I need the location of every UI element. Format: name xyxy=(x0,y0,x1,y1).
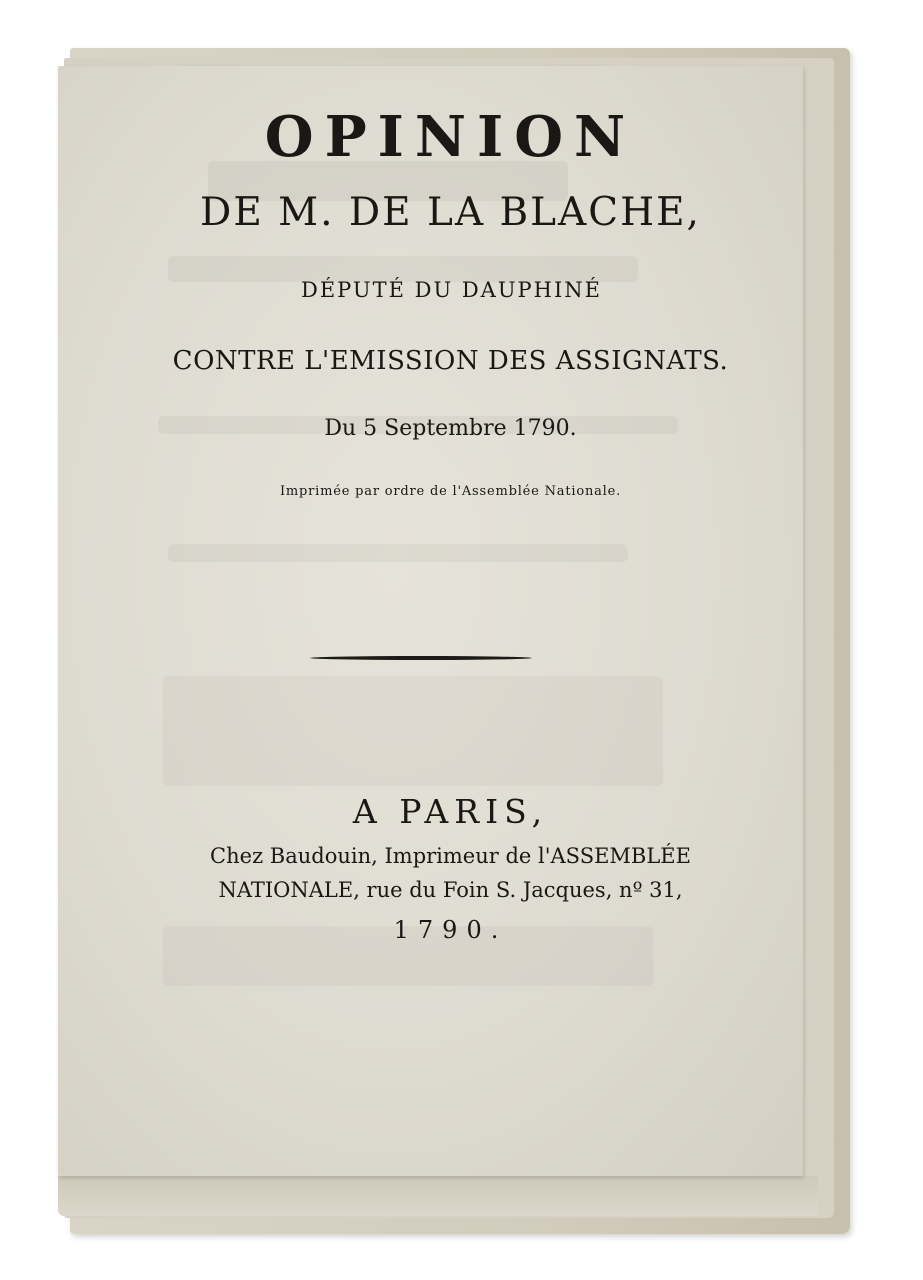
title-page xyxy=(58,66,803,1176)
deputy-line: DÉPUTÉ DU DAUPHINÉ xyxy=(301,278,602,302)
publication-year: 1790. xyxy=(393,916,508,944)
document-title: OPINION xyxy=(264,104,637,170)
ornamental-rule xyxy=(310,656,532,660)
show-through-mark xyxy=(163,676,663,786)
printer-line-2: NATIONALE, rue du Foin S. Jacques, nº 31, xyxy=(218,878,683,902)
date-line: Du 5 Septembre 1790. xyxy=(324,416,577,441)
bottom-sheet-edge xyxy=(58,1176,818,1216)
author-line: DE M. DE LA BLACHE, xyxy=(200,190,701,235)
place-of-publication: A PARIS, xyxy=(352,792,549,831)
imprint-note: Imprimée par ordre de l'Assemblée Nationale. xyxy=(279,484,622,499)
show-through-mark xyxy=(168,544,628,562)
printer-line-1: Chez Baudouin, Imprimeur de l'ASSEMBLÉE xyxy=(210,844,691,868)
subject-line: CONTRE L'EMISSION DES ASSIGNATS. xyxy=(172,346,729,376)
